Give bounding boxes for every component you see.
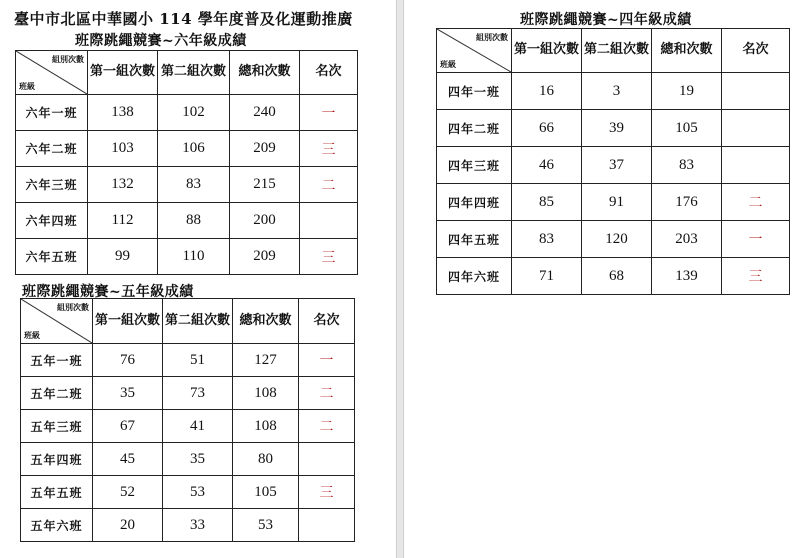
group1-count-cell: 132 xyxy=(88,167,158,203)
class-name-cell: 五年六班 xyxy=(21,509,93,542)
rank-cell: 二 xyxy=(299,410,355,443)
class-name-cell: 六年二班 xyxy=(16,131,88,167)
class-name-cell: 六年三班 xyxy=(16,167,88,203)
total-count-cell: 108 xyxy=(233,410,299,443)
corner-top-label: 組別次數 xyxy=(52,54,84,64)
group2-count-cell: 33 xyxy=(163,509,233,542)
table-row xyxy=(16,95,358,131)
rank-cell: 三 xyxy=(722,258,790,295)
group1-count-cell: 76 xyxy=(93,344,163,377)
total-count-cell: 105 xyxy=(233,476,299,509)
corner-top-label: 組別次數 xyxy=(476,32,508,42)
group2-count-cell: 37 xyxy=(582,147,652,184)
col-group1-header: 第一組次數 xyxy=(88,51,158,95)
rank-cell xyxy=(300,203,358,239)
class-name-cell: 五年二班 xyxy=(21,377,93,410)
class-name-cell: 四年五班 xyxy=(437,221,512,258)
grade4-table xyxy=(436,28,790,295)
group1-count-cell: 85 xyxy=(512,184,582,221)
total-count-cell: 53 xyxy=(233,509,299,542)
group1-count-cell: 71 xyxy=(512,258,582,295)
group2-count-cell: 53 xyxy=(163,476,233,509)
table-row xyxy=(16,203,358,239)
rank-cell: 一 xyxy=(300,95,358,131)
group2-count-cell: 35 xyxy=(163,443,233,476)
table-row xyxy=(21,377,355,410)
table-row xyxy=(437,258,790,295)
table-row xyxy=(21,509,355,542)
group1-count-cell: 46 xyxy=(512,147,582,184)
header-line1: 臺中市北區中華國小 114 學年度普及化運動推廣 xyxy=(14,10,353,28)
rank-cell xyxy=(299,443,355,476)
table-row xyxy=(16,239,358,275)
total-count-cell: 240 xyxy=(230,95,300,131)
corner-bottom-label: 班級 xyxy=(24,330,40,340)
table-row xyxy=(21,443,355,476)
rank-cell xyxy=(722,73,790,110)
left-page xyxy=(0,0,396,558)
class-name-cell: 四年六班 xyxy=(437,258,512,295)
group1-count-cell: 66 xyxy=(512,110,582,147)
corner-header xyxy=(21,299,93,344)
rank-cell xyxy=(722,110,790,147)
group1-count-cell: 35 xyxy=(93,377,163,410)
group1-count-cell: 83 xyxy=(512,221,582,258)
group1-count-cell: 52 xyxy=(93,476,163,509)
table-row xyxy=(437,184,790,221)
corner-top-label: 組別次數 xyxy=(57,302,89,312)
group2-count-cell: 120 xyxy=(582,221,652,258)
group2-count-cell: 102 xyxy=(158,95,230,131)
class-name-cell: 四年三班 xyxy=(437,147,512,184)
group2-count-cell: 88 xyxy=(158,203,230,239)
total-count-cell: 203 xyxy=(652,221,722,258)
table-row xyxy=(437,147,790,184)
group2-count-cell: 51 xyxy=(163,344,233,377)
group2-count-cell: 91 xyxy=(582,184,652,221)
group2-count-cell: 110 xyxy=(158,239,230,275)
total-count-cell: 83 xyxy=(652,147,722,184)
col-total-header: 總和次數 xyxy=(652,29,722,73)
group1-count-cell: 16 xyxy=(512,73,582,110)
col-group2-header: 第二組次數 xyxy=(158,51,230,95)
class-name-cell: 六年五班 xyxy=(16,239,88,275)
right-page xyxy=(404,0,800,558)
total-count-cell: 209 xyxy=(230,239,300,275)
rank-cell: 三 xyxy=(300,239,358,275)
class-name-cell: 五年一班 xyxy=(21,344,93,377)
rank-cell: 一 xyxy=(299,344,355,377)
grade5-title: 班際跳繩競賽~五年級成績 xyxy=(22,284,194,300)
page-gutter xyxy=(396,0,404,558)
group1-count-cell: 45 xyxy=(93,443,163,476)
class-name-cell: 五年三班 xyxy=(21,410,93,443)
group2-count-cell: 68 xyxy=(582,258,652,295)
table-row xyxy=(437,73,790,110)
group2-count-cell: 83 xyxy=(158,167,230,203)
corner-bottom-label: 班級 xyxy=(19,81,35,91)
corner-header xyxy=(437,29,512,73)
group2-count-cell: 73 xyxy=(163,377,233,410)
group1-count-cell: 138 xyxy=(88,95,158,131)
total-count-cell: 215 xyxy=(230,167,300,203)
group1-count-cell: 20 xyxy=(93,509,163,542)
table-row xyxy=(21,476,355,509)
rank-cell: 二 xyxy=(299,377,355,410)
total-count-cell: 209 xyxy=(230,131,300,167)
total-count-cell: 127 xyxy=(233,344,299,377)
col-group1-header: 第一組次數 xyxy=(93,299,163,344)
class-name-cell: 六年一班 xyxy=(16,95,88,131)
col-group2-header: 第二組次數 xyxy=(582,29,652,73)
grade6-table xyxy=(15,50,358,275)
class-name-cell: 四年四班 xyxy=(437,184,512,221)
rank-cell: 二 xyxy=(722,184,790,221)
group1-count-cell: 99 xyxy=(88,239,158,275)
table-row xyxy=(16,167,358,203)
grade4-title: 班際跳繩競賽~四年級成績 xyxy=(520,12,692,28)
table-row xyxy=(16,131,358,167)
rank-cell xyxy=(299,509,355,542)
class-name-cell: 五年四班 xyxy=(21,443,93,476)
table-row xyxy=(21,344,355,377)
col-group2-header: 第二組次數 xyxy=(163,299,233,344)
rank-cell: 二 xyxy=(300,167,358,203)
total-count-cell: 139 xyxy=(652,258,722,295)
total-count-cell: 105 xyxy=(652,110,722,147)
group1-count-cell: 67 xyxy=(93,410,163,443)
total-count-cell: 108 xyxy=(233,377,299,410)
col-rank-header: 名次 xyxy=(722,29,790,73)
group1-count-cell: 112 xyxy=(88,203,158,239)
rank-cell: 三 xyxy=(300,131,358,167)
col-total-header: 總和次數 xyxy=(230,51,300,95)
rank-cell: 三 xyxy=(299,476,355,509)
rank-cell: 一 xyxy=(722,221,790,258)
grade6-title: 班際跳繩競賽~六年級成績 xyxy=(75,33,247,49)
class-name-cell: 四年二班 xyxy=(437,110,512,147)
table-row xyxy=(21,410,355,443)
total-count-cell: 80 xyxy=(233,443,299,476)
class-name-cell: 五年五班 xyxy=(21,476,93,509)
header-row xyxy=(16,51,358,95)
table-row xyxy=(437,221,790,258)
total-count-cell: 19 xyxy=(652,73,722,110)
group2-count-cell: 39 xyxy=(582,110,652,147)
corner-bottom-label: 班級 xyxy=(440,59,456,69)
group1-count-cell: 103 xyxy=(88,131,158,167)
corner-header xyxy=(16,51,88,95)
total-count-cell: 200 xyxy=(230,203,300,239)
grade5-table xyxy=(20,298,355,542)
col-rank-header: 名次 xyxy=(299,299,355,344)
group2-count-cell: 41 xyxy=(163,410,233,443)
col-rank-header: 名次 xyxy=(300,51,358,95)
col-total-header: 總和次數 xyxy=(233,299,299,344)
total-count-cell: 176 xyxy=(652,184,722,221)
rank-cell xyxy=(722,147,790,184)
header-row xyxy=(437,29,790,73)
group2-count-cell: 106 xyxy=(158,131,230,167)
group2-count-cell: 3 xyxy=(582,73,652,110)
col-group1-header: 第一組次數 xyxy=(512,29,582,73)
class-name-cell: 六年四班 xyxy=(16,203,88,239)
table-row xyxy=(437,110,790,147)
header-row xyxy=(21,299,355,344)
class-name-cell: 四年一班 xyxy=(437,73,512,110)
